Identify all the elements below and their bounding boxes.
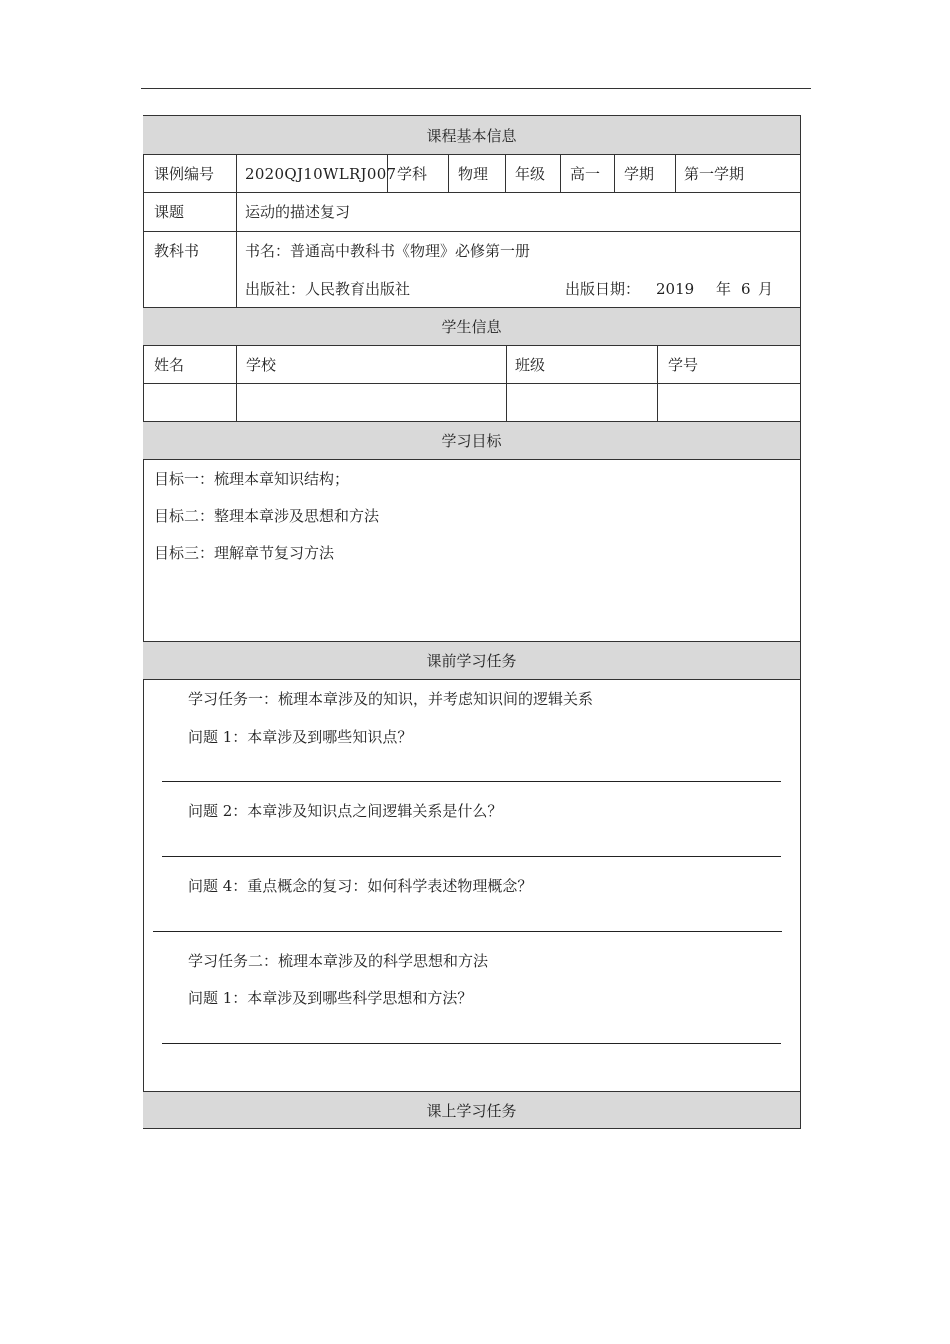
answer-line[interactable]	[153, 931, 782, 932]
divider	[143, 192, 800, 193]
divider	[143, 154, 800, 155]
month-unit: 月	[758, 280, 774, 298]
objective-item: 目标三：理解章节复习方法	[154, 544, 335, 562]
divider	[675, 154, 676, 192]
course-info-header: 课程基本信息	[143, 116, 800, 154]
page-header-rule	[141, 88, 811, 89]
subject-value: 物理	[458, 165, 489, 183]
grade-label: 年级	[515, 165, 546, 183]
task-two: 学习任务二：梳理本章涉及的科学思想和方法	[188, 952, 489, 970]
pub-date-label: 出版日期：	[565, 280, 641, 298]
pub-year: 2019	[656, 280, 695, 298]
divider	[387, 154, 388, 192]
divider	[143, 345, 800, 346]
divider	[505, 154, 506, 192]
question-1: 问题 1：本章涉及到哪些知识点？	[188, 728, 413, 746]
course-id-label: 课例编号	[154, 165, 215, 183]
publisher: 出版社：人民教育出版社	[245, 280, 411, 298]
name-label: 姓名	[154, 356, 185, 374]
question-4: 问题 4：重点概念的复习：如何科学表述物理概念？	[188, 877, 533, 895]
divider	[143, 231, 800, 232]
objective-item: 目标一：梳理本章知识结构；	[154, 470, 350, 488]
question-1-methods: 问题 1：本章涉及到哪些科学思想和方法？	[188, 989, 473, 1007]
class-field[interactable]	[507, 384, 657, 421]
course-id-value: 2020QJ10WLRJ007	[245, 165, 397, 183]
number-label: 学号	[668, 356, 699, 374]
divider	[143, 459, 800, 460]
book-name: 书名：普通高中教科书《物理》必修第一册	[245, 242, 531, 260]
class-label: 班级	[515, 356, 546, 374]
worksheet-table	[143, 115, 801, 1129]
objective-item: 目标二：整理本章涉及思想和方法	[154, 507, 380, 525]
term-value: 第一学期	[684, 165, 745, 183]
school-field[interactable]	[237, 384, 506, 421]
pre-class-header: 课前学习任务	[143, 642, 800, 679]
topic-label: 课题	[154, 203, 185, 221]
divider	[448, 154, 449, 192]
year-unit: 年	[716, 280, 732, 298]
school-label: 学校	[246, 356, 277, 374]
pub-month: 6	[741, 280, 751, 298]
divider	[614, 154, 615, 192]
answer-line[interactable]	[162, 781, 781, 782]
question-2: 问题 2：本章涉及知识点之间逻辑关系是什么？	[188, 802, 503, 820]
topic-value: 运动的描述复习	[245, 203, 351, 221]
number-field[interactable]	[658, 384, 799, 421]
term-label: 学期	[624, 165, 655, 183]
textbook-label: 教科书	[154, 242, 200, 260]
answer-line[interactable]	[162, 1043, 781, 1044]
divider	[560, 154, 561, 192]
student-info-header: 学生信息	[143, 308, 800, 345]
subject-label: 学科	[397, 165, 428, 183]
divider	[143, 679, 800, 680]
task-one: 学习任务一：梳理本章涉及的知识，并考虑知识间的逻辑关系	[188, 690, 594, 708]
name-field[interactable]	[144, 384, 236, 421]
answer-line[interactable]	[162, 856, 781, 857]
objectives-header: 学习目标	[143, 422, 800, 459]
in-class-header: 课上学习任务	[143, 1092, 800, 1128]
grade-value: 高一	[570, 165, 601, 183]
